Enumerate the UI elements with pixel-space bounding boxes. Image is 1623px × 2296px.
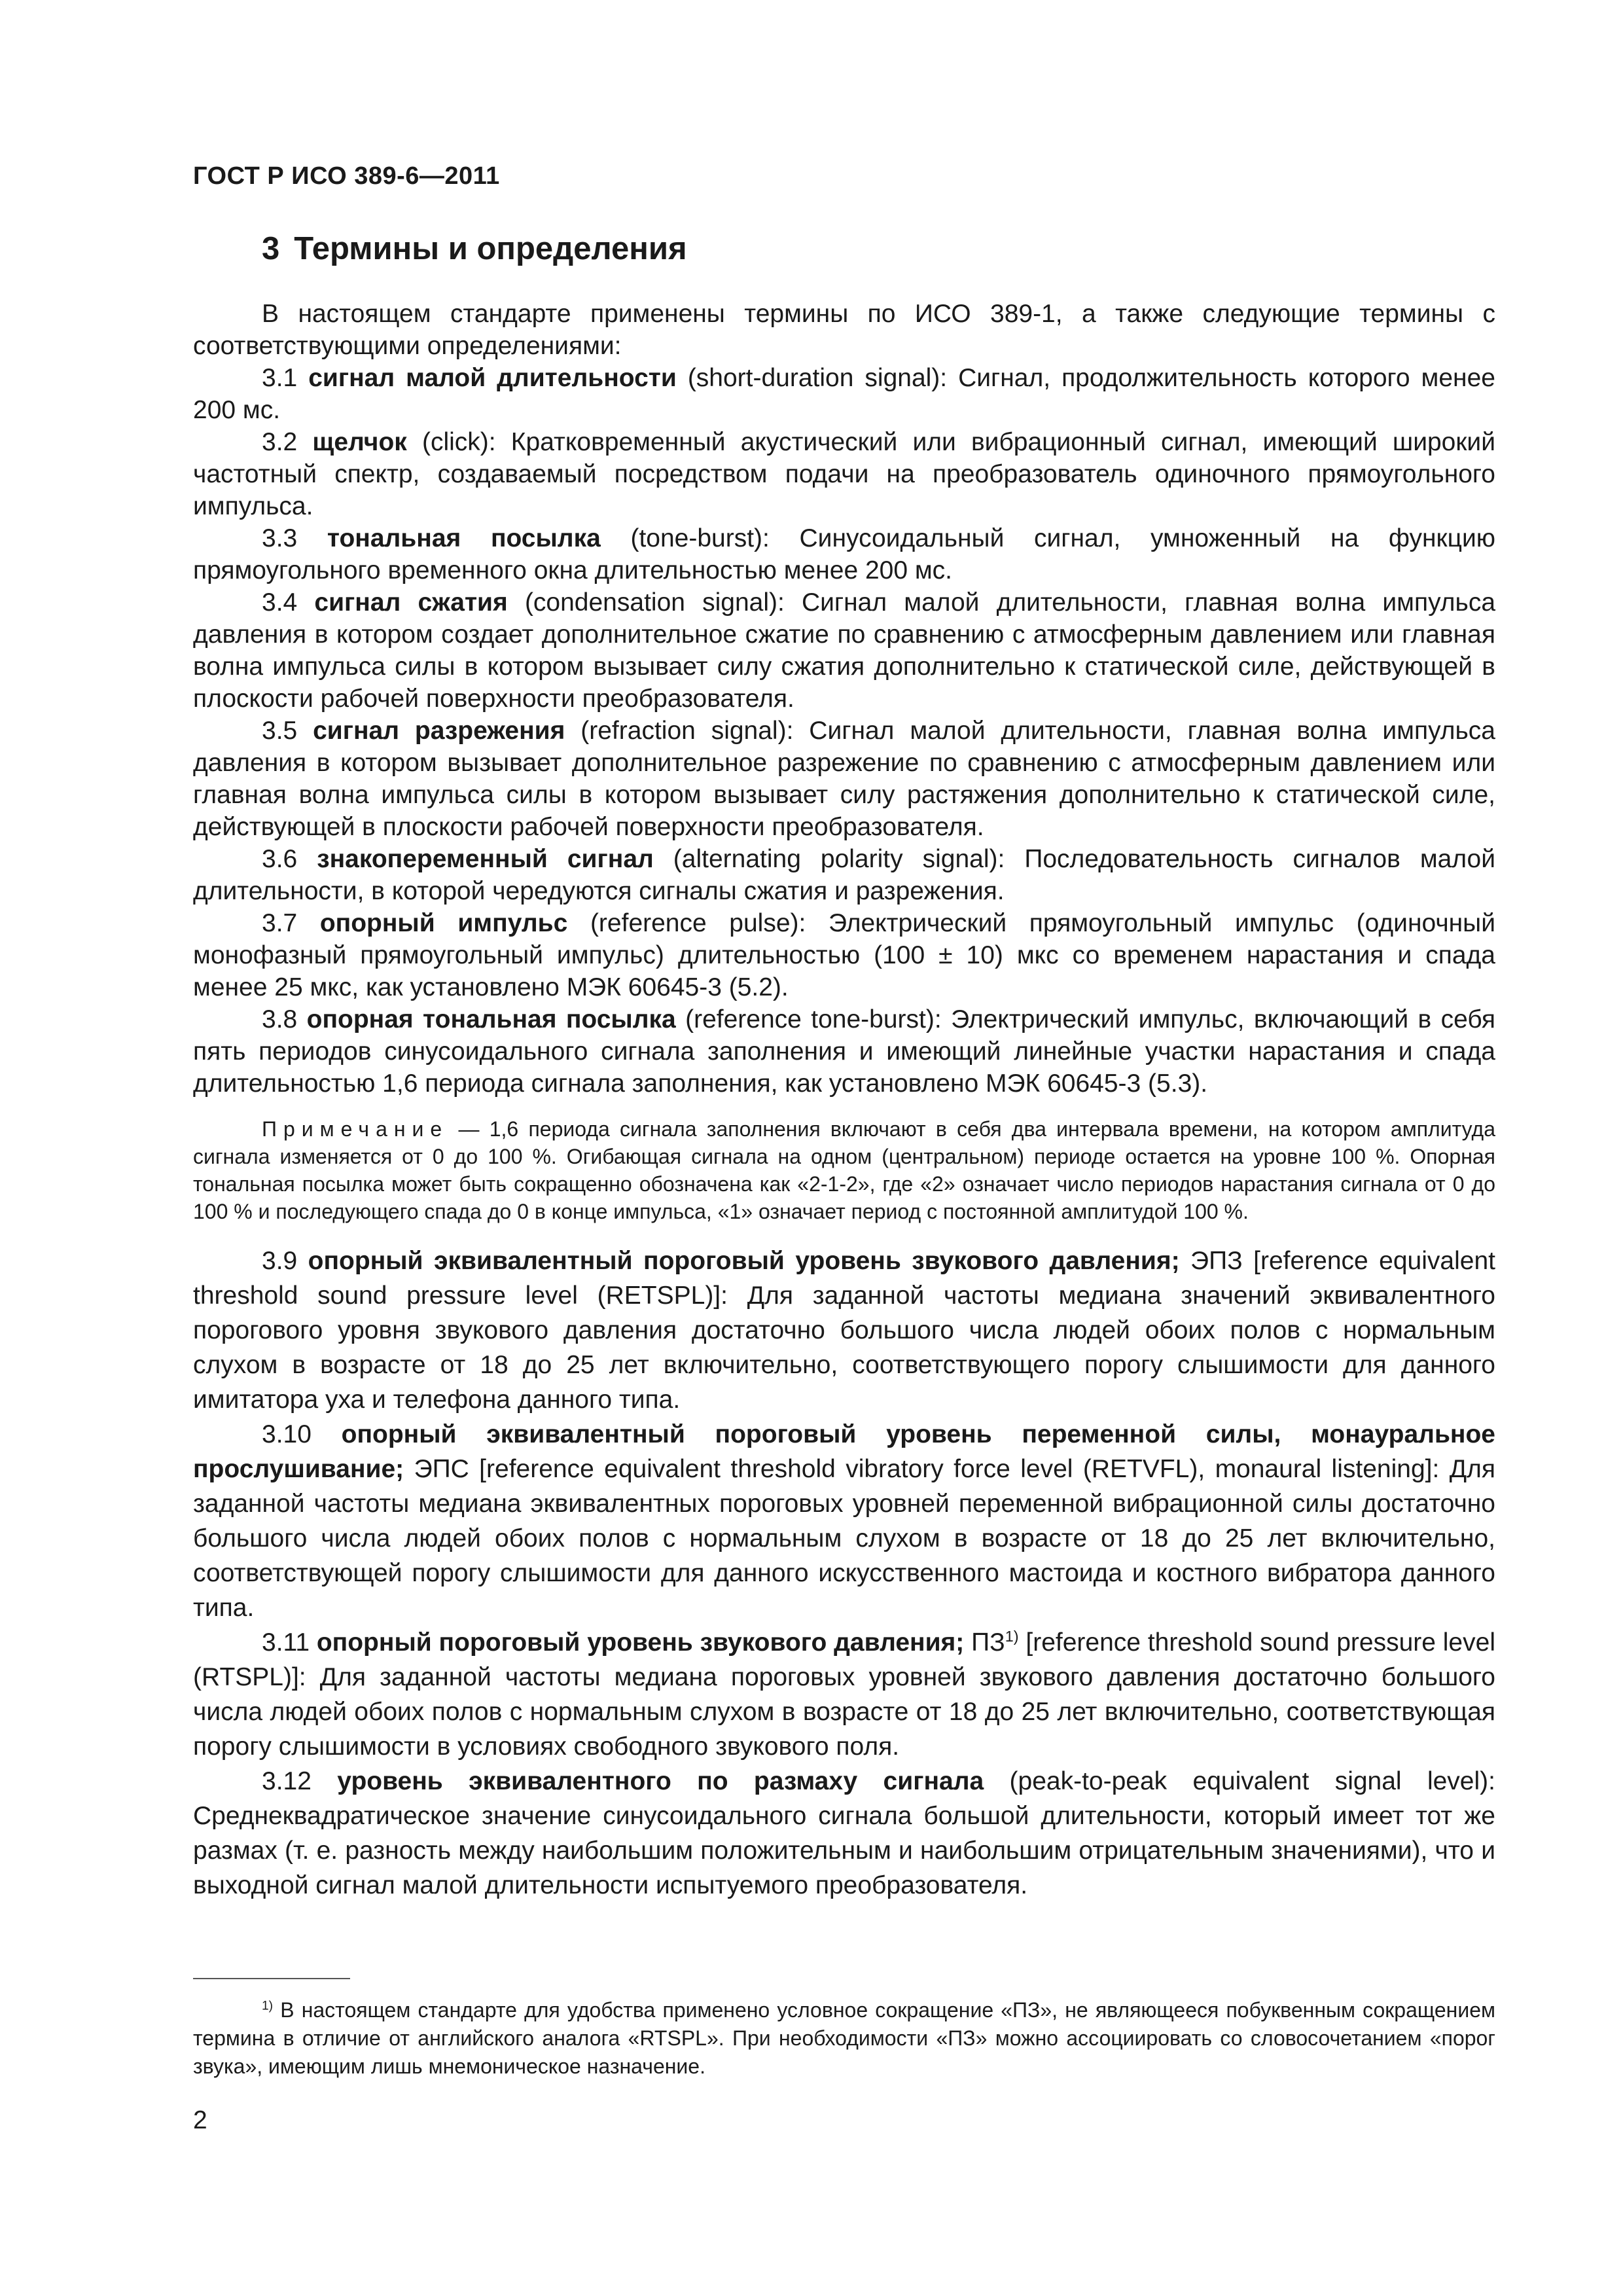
term-definition: (reference tone-burst): Электрический импульс, включающий в себя пять периодов синусоидального сигнала заполнения и имеющий линейные участки нарастания и спада длительностью 1,6 периода сигнала заполнения, как установлено МЭК 60645-3 (5.3). — [193, 1005, 1495, 1098]
section-title — [262, 230, 687, 267]
term-number: 3.6 — [262, 845, 298, 873]
footnote-reference: 1) — [1005, 1628, 1019, 1645]
term-title: знакопеременный сигнал — [317, 845, 654, 873]
term-definition: (tone-burst): Синусоидальный сигнал, умноженный на функцию прямоугольного временного окна длительностью менее 200 мс. — [193, 524, 1495, 584]
term-number: 3.8 — [262, 1005, 298, 1033]
term-definition: (refraction signal): Сигнал малой длительности, главная волна импульса давления в котором вызывает дополнительное разрежение по сравнению с атмосферным давлением или главная волна импульса силы в котором вызывает силу растяжения дополнительно к статической силе, действующей в плоскости рабочей поверхности преобразователя. — [193, 717, 1495, 841]
term-title: тональная посылка — [327, 524, 601, 552]
term-title: щелчок — [312, 428, 407, 456]
note-paragraph — [193, 1115, 1495, 1225]
term-number: 3.9 — [262, 1247, 298, 1275]
intro-paragraph: В настоящем стандарте применены термины по ИСО 389-1, а также следующие термины с соответствующими определениями: — [193, 300, 1495, 360]
term-number: 3.11 — [262, 1628, 310, 1657]
term-definition: [reference threshold sound pressure level (RTSPL)]: Для заданной частоты медиана пороговых уровней звукового давления достаточно большого числа людей обоих полов с нормальным слухом в возрасте от 18 до 25 лет включительно, соответствующая порогу слышимости в условиях свободного звукового поля. — [193, 1628, 1495, 1761]
document-body — [193, 298, 1495, 1903]
term-paragraph-3-5 — [193, 715, 1495, 843]
term-number: 3.7 — [262, 909, 298, 937]
term-paragraph-3-9 — [193, 1244, 1495, 1417]
term-title: опорный эквивалентный пороговый уровень переменной силы, монауральное прослушивание; — [193, 1420, 1495, 1483]
page-number: 2 — [193, 2106, 207, 2134]
term-definition: ЭПЗ [reference equivalent threshold sound pressure level (RETSPL)]: Для заданной частоты медиана значений эквивалентного порогового уровня звукового давления достаточно большого числа людей обоих полов с нормальным слухом в возрасте от 18 до 25 лет включительно, соответствующего порогу слышимости для данного имитатора уха и телефона данного типа. — [193, 1247, 1495, 1414]
term-title: опорный пороговый уровень звукового давления; — [316, 1628, 965, 1657]
term-title: сигнал малой длительности — [308, 364, 677, 392]
footnote — [193, 1996, 1495, 2081]
term-title: сигнал разрежения — [313, 717, 565, 745]
section-number: 3 — [262, 231, 280, 266]
term-number: 3.2 — [262, 428, 298, 456]
term-number: 3.10 — [262, 1420, 312, 1448]
term-number: 3.4 — [262, 588, 298, 617]
term-paragraph-3-8 — [193, 1003, 1495, 1100]
footnote-text: В настоящем стандарте для удобства применено условное сокращение «ПЗ», не являющееся побуквенным сокращением термина в отличие от английского аналога «RTSPL». При необходимости «ПЗ» можно ассоциировать со словосочетанием «порог звука», имеющим лишь мнемоническое назначение. — [193, 1998, 1495, 2078]
term-title: опорный эквивалентный пороговый уровень звукового давления; — [308, 1247, 1180, 1275]
term-number: 3.5 — [262, 717, 298, 745]
term-definition: (reference pulse): Электрический прямоугольный импульс (одиночный монофазный прямоугольный импульс) длительностью (100 ± 10) мкс со временем нарастания и спада менее 25 мкс, как установлено МЭК 60645-3 (5.2). — [193, 909, 1495, 1001]
note-text: — 1,6 периода сигнала заполнения включают в себя два интервала времени, на котором амплитуда сигнала изменяется от 0 до 100 %. Огибающая сигнала на одном (центральном) периоде остается на уровне 100 %. Опорная тональная посылка может быть сокращенно обозначена как «2-1-2», где «2» означает число периодов нарастания сигнала от 0 до 100 % и последующего спада до 0 в конце импульса, «1» означает период с постоянной амплитудой 100 %. — [193, 1117, 1496, 1223]
term-number: 3.12 — [262, 1767, 312, 1795]
term-definition: (alternating polarity signal): Последовательность сигналов малой длительности, в которой чередуются сигналы сжатия и разрежения. — [193, 845, 1495, 905]
term-definition: (click): Кратковременный акустический или вибрационный сигнал, имеющий широкий частотный спектр, создаваемый посредством подачи на преобразователь одиночного прямоугольного импульса. — [193, 428, 1496, 520]
term-paragraph-3-7 — [193, 907, 1495, 1003]
term-title: опорный импульс — [319, 909, 568, 937]
footnote-marker: 1) — [262, 1999, 274, 2013]
term-abbreviation: ПЗ — [964, 1628, 1005, 1657]
term-number: 3.1 — [262, 364, 298, 392]
term-paragraph-3-11 — [193, 1625, 1495, 1764]
term-paragraph-3-3 — [193, 522, 1495, 586]
term-number: 3.3 — [262, 524, 298, 552]
term-definition: (peak-to-peak equivalent signal level): Среднеквадратическое значение синусоидального сигнала большой длительности, который имеет тот же размах (т. е. разность между наибольшим положительным и наибольшим отрицательным значениями), что и выходной сигнал малой длительности испытуемого преобразователя. — [193, 1767, 1495, 1899]
footnote-divider — [193, 1978, 350, 1979]
term-paragraph-3-1 — [193, 362, 1495, 426]
term-paragraph-3-6 — [193, 843, 1495, 907]
term-paragraph-3-12 — [193, 1764, 1495, 1903]
term-definition: ЭПС [reference equivalent threshold vibratory force level (RETVFL), monaural listening]: Для заданной частоты медиана эквивалентных пороговых уровней переменной вибрационной силы достаточно большого числа людей обоих полов с нормальным слухом в возрасте от 18 до 25 лет включительно, соответствующей порогу слышимости для данного искусственного мастоида и костного вибратора данного типа. — [193, 1455, 1495, 1622]
term-title: опорная тональная посылка — [306, 1005, 676, 1033]
term-definition: (condensation signal): Сигнал малой длительности, главная волна импульса давления в котором создает дополнительное сжатие по сравнению с атмосферным давлением или главная волна импульса силы в котором вызывает силу сжатия дополнительно к статической силе, действующей в плоскости рабочей поверхности преобразователя. — [193, 588, 1496, 713]
term-title: сигнал сжатия — [314, 588, 508, 617]
term-paragraph-3-10 — [193, 1417, 1495, 1625]
term-paragraph-3-4 — [193, 586, 1495, 715]
note-label: Примечание — [262, 1117, 449, 1141]
term-title: уровень эквивалентного по размаху сигнала — [337, 1767, 984, 1795]
term-paragraph-3-2 — [193, 426, 1495, 522]
term-definition: (short-duration signal): Сигнал, продолжительность которого менее 200 мс. — [193, 364, 1495, 424]
document-header: ГОСТ Р ИСО 389-6—2011 — [193, 162, 500, 190]
section-title-text: Термины и определения — [294, 231, 687, 266]
